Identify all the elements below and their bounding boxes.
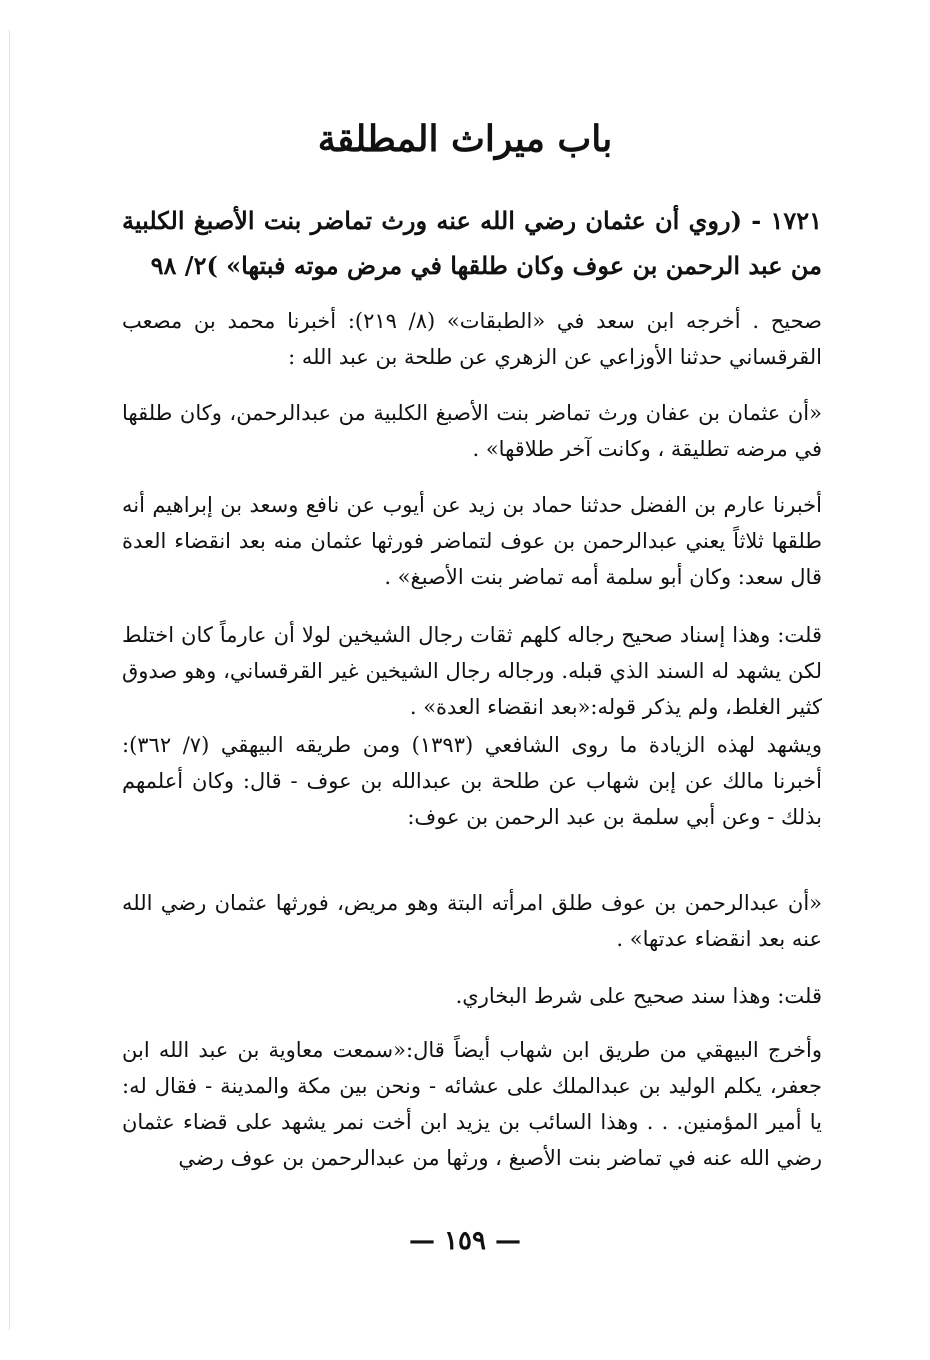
paragraph-8: وأخرج البيهقي من طريق ابن شهاب أيضاً قال:«سمعت معاوية بن عبد الله ابن جعفر، يكلم الوليد بن عبدالملك على عشائه - ونحن بين مكة والمدينة - فقال له: يا أمير المؤمنين. . . وهذا السائب بن يزيد ابن أخت نمر يشهد على قضاء عثمان رضي الله عنه في تماضر بنت الأصبغ ، ورثها من عبدالرحمن بن عوف رضي	[122, 1038, 822, 1170]
paragraph-2: «أن عثمان بن عفان ورث تماضر بنت الأصبغ الكلبية من عبدالرحمن، وكان طلقها في مرضه تطليقة ، وكانت آخر طلاقها» .	[122, 401, 822, 461]
paragraph-4: قلت: وهذا إسناد صحيح رجاله كلهم ثقات رجال الشيخين لولا أن عارماً كان اختلط لكن يشهد له السند الذي قبله. ورجاله رجال الشيخين غير القرقساني، وهو صدوق كثير الغلط، ولم يذكر قوله:«بعد انقضاء العدة» .	[122, 623, 822, 719]
chapter-title: باب ميراث المطلقة	[317, 118, 613, 160]
page-number: — ١٥٩ —	[408, 1226, 522, 1256]
paragraph-3: أخبرنا عارم بن الفضل حدثنا حماد بن زيد عن أيوب عن نافع وسعد بن إبراهيم أنه طلقها ثلاثاً يعني عبدالرحمن بن عوف لتماضر فورثها عثمان منه بعد انقضاء العدة قال سعد: وكان أبو سلمة أمه تماضر بنت الأصبغ» .	[122, 493, 822, 589]
paragraph-7: قلت: وهذا سند صحيح على شرط البخاري.	[455, 984, 822, 1008]
paragraph-1: صحيح . أخرجه ابن سعد في «الطبقات» (٨/ ٢١٩): أخبرنا محمد بن مصعب القرقساني حدثنا الأوزاعي عن الزهري عن طلحة بن عبد الله :	[122, 309, 822, 369]
paragraph-5: ويشهد لهذه الزيادة ما روى الشافعي (١٣٩٣) ومن طريقه البيهقي (٧/ ٣٦٢): أخبرنا مالك عن إبن شهاب عن طلحة بن عبدالله بن عوف - قال: وكان أعلمهم بذلك - وعن أبي سلمة بن عبد الرحمن بن عوف:	[122, 733, 822, 829]
paragraph-6: «أن عبدالرحمن بن عوف طلق امرأته البتة وهو مريض، فورثها عثمان رضي الله عنه بعد انقضاء عدتها» .	[122, 891, 822, 951]
hadith-text: ١٧٢١ - (روي أن عثمان رضي الله عنه ورث تماضر بنت الأصبغ الكلبية من عبد الرحمن بن عوف وكان طلقها في مرض موته فبتها» )٢/ ٩٨	[122, 206, 822, 280]
